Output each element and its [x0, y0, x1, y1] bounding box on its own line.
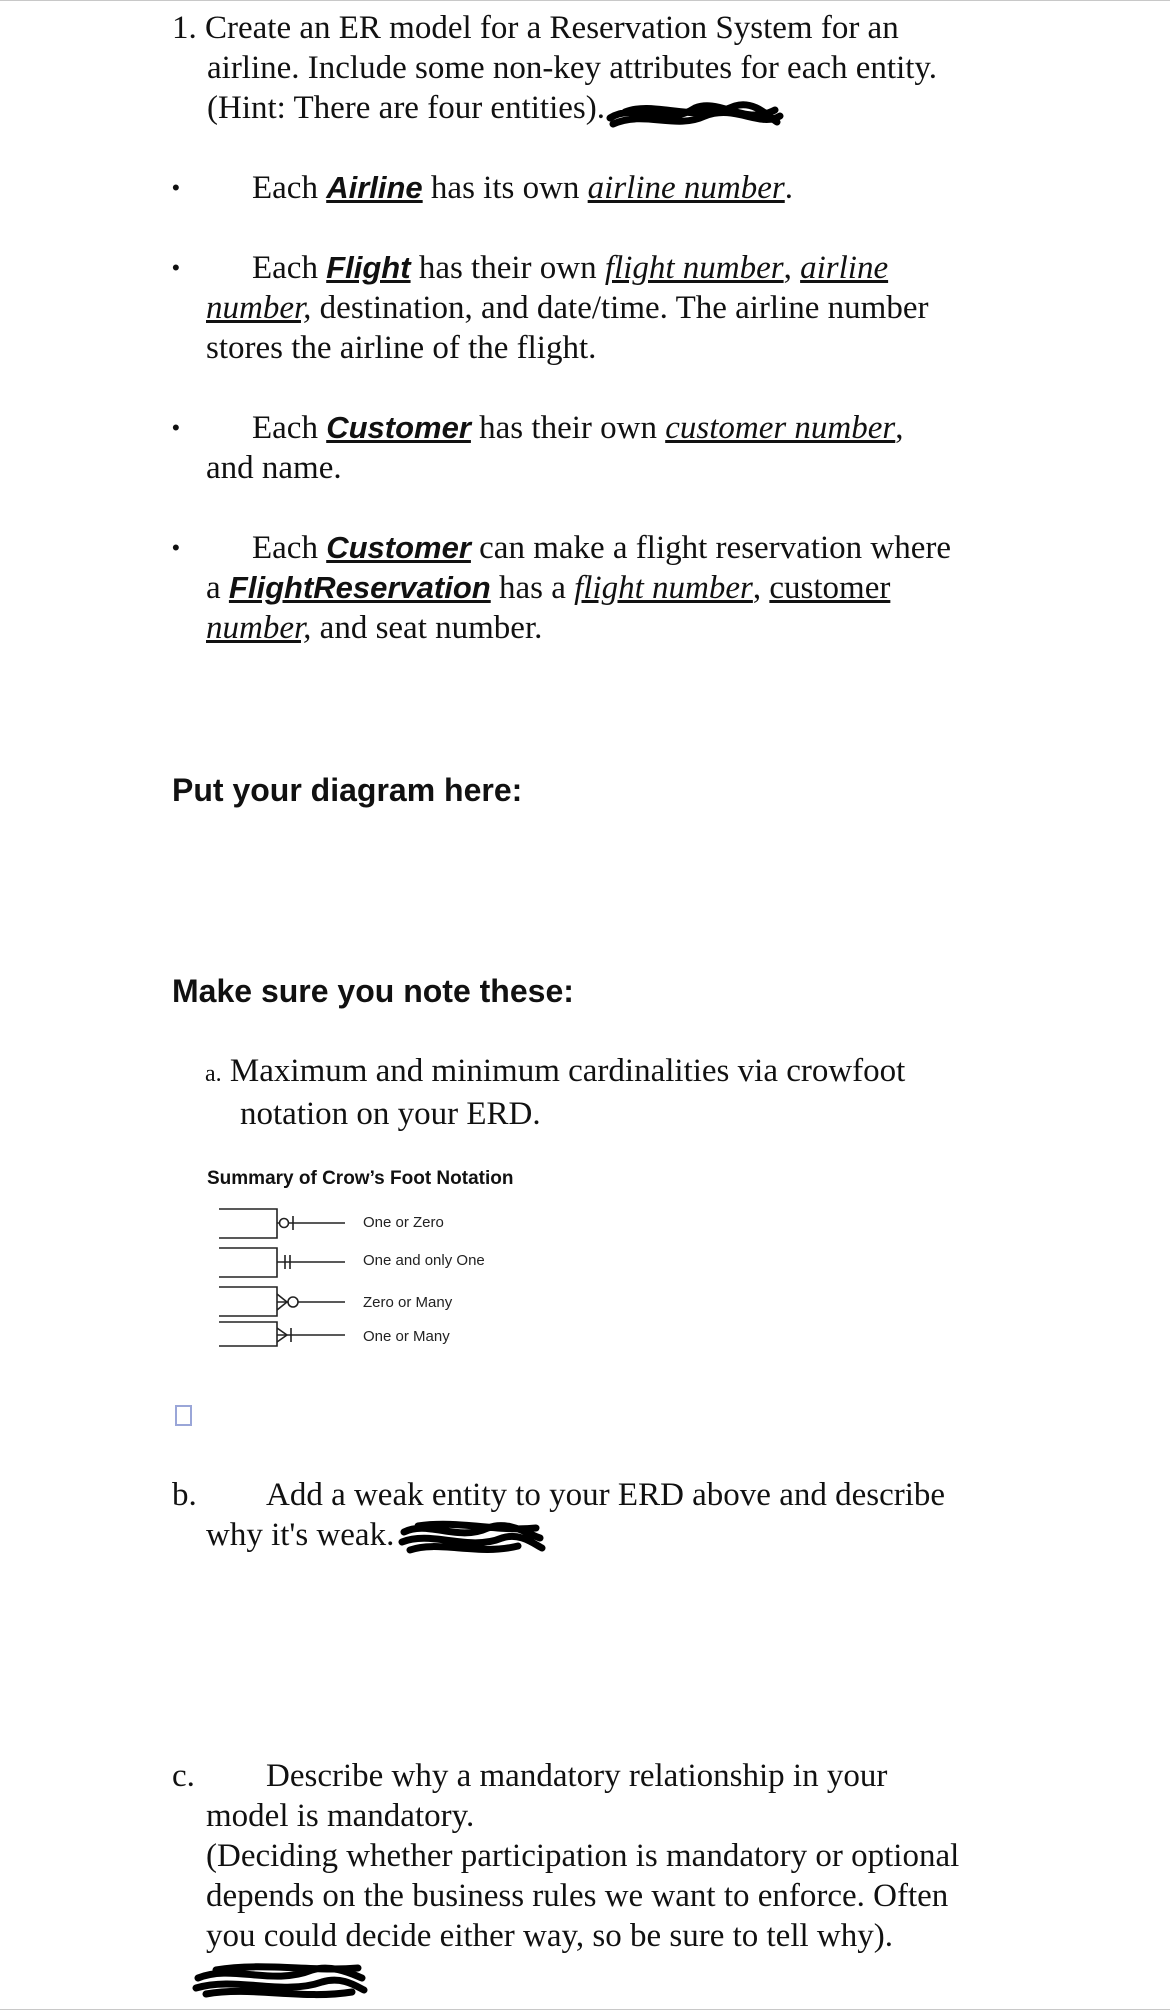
crowfoot-summary [207, 1168, 627, 1358]
item-b-text-2: why it's weak. [206, 1517, 395, 1553]
item-a-text-1: Maximum and minimum cardinalities via crowfoot [229, 1053, 906, 1089]
crowfoot-label-one-or-zero: One or Zero [363, 1214, 444, 1231]
item-letter: b. [172, 1477, 197, 1513]
item-letter: c. [172, 1758, 195, 1794]
question-line-2: airline. Include some non-key attributes for each entity. [207, 50, 938, 86]
text: destination, and date/time. The airline number [311, 290, 929, 326]
question-1 [172, 8, 1022, 128]
attr-customer-number: customer number [665, 410, 896, 446]
text: , [783, 250, 801, 286]
text: has their own [470, 410, 666, 446]
redaction-scribble [605, 98, 785, 132]
entity-flightreservation: FlightReservation [228, 570, 491, 605]
text: has its own [422, 170, 588, 206]
redaction-scribble [398, 1518, 546, 1558]
attr-flight-number: flight number [604, 250, 784, 286]
item-c-text-4: depends on the business rules we want to enforce. Often [206, 1878, 949, 1914]
item-a [205, 1051, 985, 1134]
text: a [206, 570, 229, 606]
text: . [784, 170, 793, 206]
item-b-text-1: Add a weak entity to your ERD above and describe [266, 1477, 946, 1513]
text: Each [252, 530, 327, 566]
text: , [752, 570, 770, 606]
line [206, 608, 1012, 648]
item-c [172, 1756, 1012, 1956]
line [206, 248, 1012, 288]
heading-note: Make sure you note these: [172, 973, 574, 1009]
attr-number: number, [206, 610, 312, 646]
bullet-flight [172, 248, 1012, 368]
question-number: 1. [172, 10, 197, 46]
bullet-dot: • [172, 255, 180, 280]
attr-flight-number: flight number [574, 570, 753, 606]
text: Each [252, 170, 327, 206]
line [205, 1051, 985, 1094]
attr-airline-number: airline number [587, 170, 785, 206]
bullet-dot: • [172, 175, 180, 200]
bullet-airline [172, 168, 1012, 208]
attr-customer: customer [769, 570, 891, 606]
entity-airline: Airline [326, 170, 423, 205]
line [206, 408, 1012, 448]
item-letter: a. [205, 1061, 222, 1087]
crowfoot-label-zero-or-many: Zero or Many [363, 1294, 453, 1311]
bullet-dot: • [172, 415, 180, 440]
crowfoot-label-one-and-only-one: One and only One [363, 1252, 485, 1269]
crowfoot-label-one-or-many: One or Many [363, 1328, 450, 1345]
bullet-flight-reservation [172, 528, 1012, 648]
item-c-text-2: model is mandatory. [206, 1798, 475, 1834]
page-top-border [0, 0, 1170, 1]
line [206, 568, 1012, 608]
crowfoot-title: Summary of Crow’s Foot Notation [207, 1168, 514, 1189]
item-a-text-2: notation on your ERD. [240, 1096, 541, 1132]
text: has their own [410, 250, 605, 286]
line: stores the airline of the flight. [206, 330, 597, 366]
question-hint: (Hint: There are four entities). [207, 90, 605, 126]
entity-flight: Flight [326, 250, 411, 285]
bullet-dot: • [172, 535, 180, 560]
heading-diagram: Put your diagram here: [172, 772, 523, 808]
line [206, 288, 1012, 328]
text: can make a flight reservation where [470, 530, 952, 566]
item-b [172, 1475, 1012, 1555]
entity-customer: Customer [326, 410, 471, 445]
entity-customer: Customer [326, 530, 471, 565]
text: Each [252, 250, 327, 286]
text: and seat number. [311, 610, 543, 646]
question-text-1: Create an ER model for a Reservation System for an [205, 10, 899, 46]
line [206, 528, 1012, 568]
text: Each [252, 410, 327, 446]
item-c-text-1: Describe why a mandatory relationship in your [266, 1758, 888, 1794]
line: and name. [206, 450, 342, 486]
redaction-scribble [192, 1960, 368, 2000]
question-line-3 [172, 88, 1022, 128]
text: has a [490, 570, 575, 606]
item-c-text-5: you could decide either way, so be sure to tell why). [206, 1918, 893, 1954]
question-line-1 [172, 8, 1022, 48]
checkbox[interactable] [175, 1405, 192, 1426]
attr-airline: airline [800, 250, 889, 286]
line [206, 1756, 1012, 1796]
line [206, 1475, 1012, 1515]
crowfoot-symbols [207, 1198, 347, 1348]
text: , [895, 410, 904, 446]
attr-number: number, [206, 290, 312, 326]
bullet-customer [172, 408, 1012, 488]
item-c-text-3: (Deciding whether participation is mandatory or optional [206, 1838, 960, 1874]
